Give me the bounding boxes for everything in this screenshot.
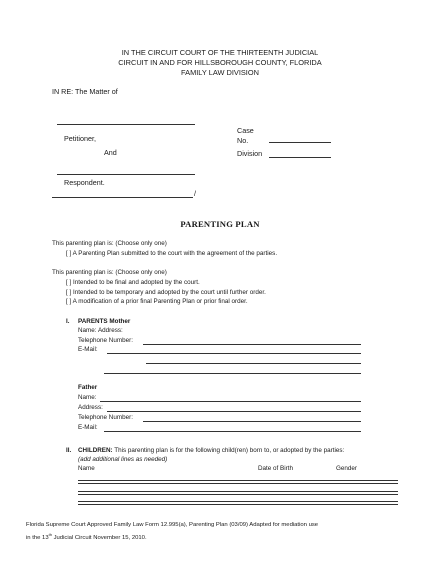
- case-no-label: No.: [237, 136, 249, 145]
- father-telephone-label: Telephone Number:: [78, 414, 133, 421]
- column-name: Name: [78, 465, 95, 472]
- mother-name-address-label: Name: Address:: [78, 327, 123, 334]
- petitioner-name-line[interactable]: [57, 124, 195, 125]
- father-name-label: Name:: [78, 394, 97, 401]
- court-header-line-3: FAMILY LAW DIVISION: [181, 68, 259, 77]
- page-title: PARENTING PLAN: [180, 219, 260, 229]
- child-row-line-3[interactable]: [78, 501, 398, 505]
- plan-type-1-option-agreement[interactable]: [ ] A Parenting Plan submitted to the court with the agreement of the parties.: [66, 250, 278, 257]
- father-name-line[interactable]: [100, 401, 361, 402]
- caption-slash: /: [194, 189, 196, 198]
- section-2-numeral: II.: [66, 447, 72, 454]
- mother-extra-line-2[interactable]: [104, 373, 361, 374]
- mother-telephone-label: Telephone Number:: [78, 337, 133, 344]
- father-telephone-line[interactable]: [143, 421, 361, 422]
- case-number-line[interactable]: [269, 142, 331, 143]
- division-label: Division: [237, 149, 263, 158]
- and-label: And: [104, 148, 117, 157]
- case-label: Case: [237, 126, 254, 135]
- child-row-line-1[interactable]: [78, 480, 398, 484]
- mother-email-label: E-Mail:: [78, 346, 98, 353]
- footer-line2-start: in the 13: [26, 534, 49, 541]
- footer-line2-end: Judicial Circuit November 15, 2010.: [51, 534, 147, 541]
- children-note: (add additional lines as needed): [78, 456, 168, 463]
- respondent-label: Respondent.: [64, 178, 105, 187]
- father-email-label: E-Mail:: [78, 424, 98, 431]
- footer-adaptation-note: [26, 532, 147, 541]
- plan-type-2-prompt: This parenting plan is: (Choose only one): [52, 269, 167, 276]
- court-header-line-2: CIRCUIT IN AND FOR HILLSBOROUGH COUNTY, FLORIDA: [118, 58, 322, 67]
- father-address-line[interactable]: [107, 411, 361, 412]
- mother-email-line[interactable]: [107, 353, 361, 354]
- children-intro: [78, 447, 344, 454]
- division-line[interactable]: [269, 157, 331, 158]
- caption-closing-line: [52, 197, 193, 198]
- plan-type-2-option-modification[interactable]: [ ] A modification of a prior final Parenting Plan or prior final order.: [66, 298, 248, 305]
- mother-telephone-line[interactable]: [143, 344, 361, 345]
- parents-heading: PARENTS Mother: [78, 318, 131, 325]
- section-1-numeral: I.: [66, 318, 70, 325]
- child-row-line-2[interactable]: [78, 491, 398, 495]
- in-re-label: IN RE: The Matter of: [52, 87, 118, 96]
- footer-ordinal-suffix: th: [48, 532, 52, 537]
- column-gender: Gender: [336, 465, 358, 472]
- plan-type-2-option-final[interactable]: [ ] Intended to be final and adopted by the court.: [66, 279, 200, 286]
- plan-type-2-option-temporary[interactable]: [ ] Intended to be temporary and adopted by the court until further order.: [66, 289, 266, 296]
- father-address-label: Address:: [78, 404, 103, 411]
- court-header-line-1: IN THE CIRCUIT COURT OF THE THIRTEENTH JUDICIAL: [121, 48, 319, 57]
- mother-extra-line-1[interactable]: [146, 363, 361, 364]
- petitioner-label: Petitioner,: [64, 134, 96, 143]
- children-text: This parenting plan is for the following child(ren) born to, or adopted by the parties:: [112, 447, 345, 454]
- plan-type-1-prompt: This parenting plan is: (Choose only one): [52, 240, 167, 247]
- footer-form-citation: Florida Supreme Court Approved Family Law Form 12.995(a), Parenting Plan (03/09) Adapted for mediation use: [26, 522, 319, 528]
- father-heading: Father: [78, 384, 98, 391]
- column-date-of-birth: Date of Birth: [258, 465, 293, 472]
- respondent-name-line[interactable]: [57, 174, 195, 175]
- father-email-line[interactable]: [104, 431, 361, 432]
- children-heading: CHILDREN:: [78, 447, 113, 454]
